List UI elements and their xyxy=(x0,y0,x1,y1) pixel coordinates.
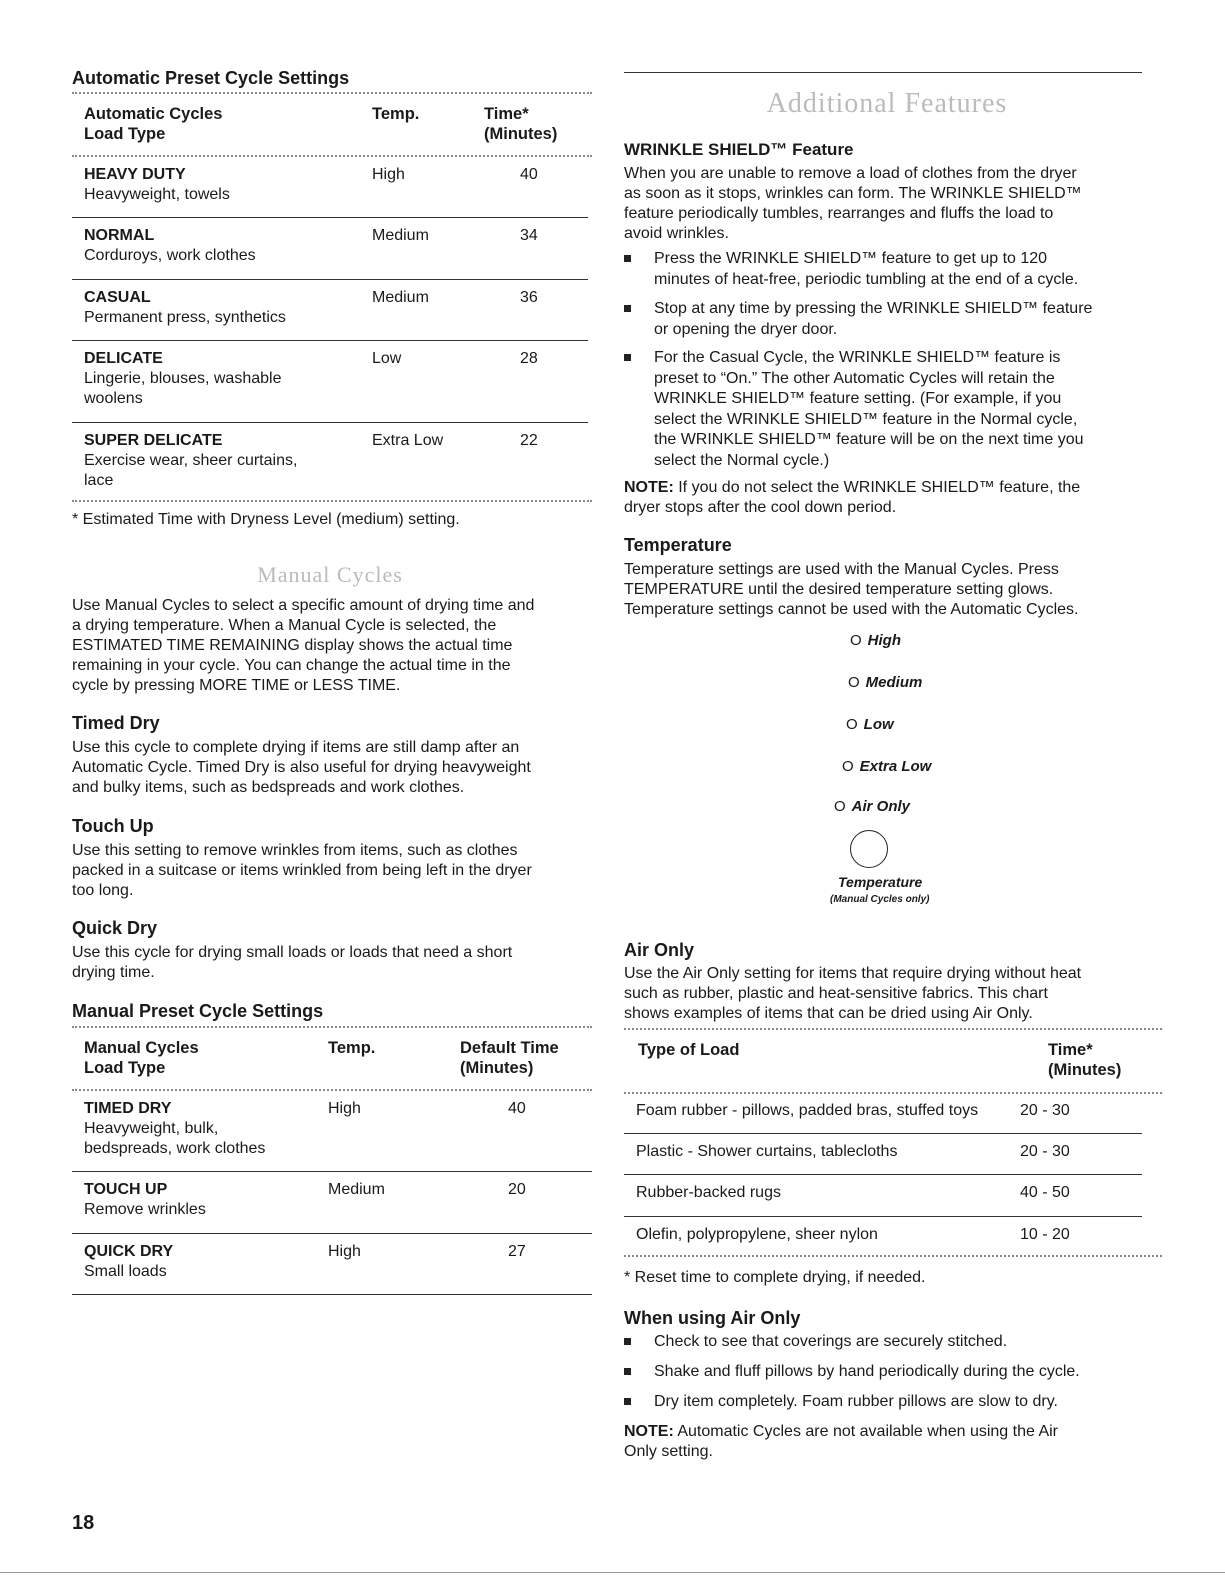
paragraph-line: Use Manual Cycles to select a specific amount of drying time and xyxy=(72,597,535,614)
note-text: If you do not select the WRINKLE SHIELD™ feature, the xyxy=(673,479,1081,496)
cycle-desc: Exercise wear, sheer curtains, xyxy=(84,452,298,469)
page-number: 18 xyxy=(72,1512,95,1534)
quick-dry-title: Quick Dry xyxy=(72,918,158,938)
temperature-title: Temperature xyxy=(624,535,732,555)
cycle-time: 34 xyxy=(520,227,538,244)
paragraph-line: Temperature settings cannot be used with the Automatic Cycles. xyxy=(624,601,1079,618)
manual-header-minutes: (Minutes) xyxy=(460,1059,534,1077)
divider xyxy=(72,1233,592,1234)
cycle-desc: Permanent press, synthetics xyxy=(84,309,286,326)
cycle-temp: High xyxy=(328,1100,361,1117)
cycle-desc: Lingerie, blouses, washable xyxy=(84,370,282,387)
temp-option-high: O High xyxy=(850,632,901,649)
cycle-time: 20 xyxy=(508,1181,526,1198)
paragraph-line: Use this setting to remove wrinkles from items, such as clothes xyxy=(72,842,518,859)
touch-up-title: Touch Up xyxy=(72,816,154,836)
load-time: 10 - 20 xyxy=(1020,1226,1070,1243)
cycle-desc: Heavyweight, bulk, xyxy=(84,1120,219,1137)
paragraph-line: When you are unable to remove a load of clothes from the dryer xyxy=(624,165,1077,182)
air-header-minutes: (Minutes) xyxy=(1048,1061,1122,1079)
cycle-temp: Extra Low xyxy=(372,432,444,449)
bullet-icon xyxy=(624,1338,631,1345)
cycle-desc: Small loads xyxy=(84,1263,167,1280)
paragraph-line: such as rubber, plastic and heat-sensitive fabrics. This chart xyxy=(624,985,1048,1002)
paragraph-line: packed in a suitcase or items wrinkled from being left in the dryer xyxy=(72,862,532,879)
bullet-icon xyxy=(624,305,631,312)
paragraph-line: Temperature settings are used with the Manual Cycles. Press xyxy=(624,561,1059,578)
cycle-time: 27 xyxy=(508,1243,526,1260)
cycle-time: 22 xyxy=(520,432,538,449)
paragraph-line: avoid wrinkles. xyxy=(624,225,729,242)
cycle-name: QUICK DRY xyxy=(84,1243,174,1260)
bullet-line: WRINKLE SHIELD™ feature setting. (For example, if you xyxy=(654,390,1062,407)
cycle-desc: woolens xyxy=(84,390,143,407)
temperature-button-label: Temperature xyxy=(838,874,923,890)
divider xyxy=(72,92,592,96)
temperature-button-icon xyxy=(850,830,888,868)
cycle-temp: High xyxy=(372,166,405,183)
divider xyxy=(624,1133,1142,1134)
cycle-desc: lace xyxy=(84,472,114,489)
cycle-temp: High xyxy=(328,1243,361,1260)
paragraph-line: as soon as it stops, wrinkles can form. The WRINKLE SHIELD™ xyxy=(624,185,1082,202)
bullet-icon xyxy=(624,255,631,262)
temperature-button-sublabel: (Manual Cycles only) xyxy=(830,894,930,905)
wrinkle-shield-title: WRINKLE SHIELD™ Feature xyxy=(624,140,854,159)
load-type: Rubber-backed rugs xyxy=(636,1184,781,1201)
list-item xyxy=(624,348,1084,471)
cycle-time: 28 xyxy=(520,350,538,367)
bullet-line: preset to “On.” The other Automatic Cycles will retain the xyxy=(654,369,1055,387)
cycle-name: DELICATE xyxy=(84,350,163,367)
temp-option-extra-low: O Extra Low xyxy=(842,758,932,775)
divider xyxy=(624,1255,1162,1259)
bullet-icon xyxy=(624,1368,631,1375)
manual-header-time: Default Time xyxy=(460,1039,559,1057)
paragraph-line: ESTIMATED TIME REMAINING display shows the actual time xyxy=(72,637,513,654)
note-text: Automatic Cycles are not available when using the Air xyxy=(673,1423,1058,1440)
using-air-only-title: When using Air Only xyxy=(624,1308,801,1328)
page-bottom-rule xyxy=(0,1572,1225,1573)
indicator-light-icon: O xyxy=(848,674,860,691)
divider xyxy=(624,1092,1162,1096)
note-text: Only setting. xyxy=(624,1443,713,1460)
cycle-temp: Medium xyxy=(328,1181,385,1198)
load-time: 20 - 30 xyxy=(1020,1102,1070,1119)
divider xyxy=(72,1294,592,1295)
note xyxy=(624,478,1080,499)
cycle-desc: Remove wrinkles xyxy=(84,1201,206,1218)
cycle-desc: bedspreads, work clothes xyxy=(84,1140,266,1157)
indicator-light-icon: O xyxy=(842,758,854,775)
indicator-light-icon: O xyxy=(846,716,858,733)
bullet-line: For the Casual Cycle, the WRINKLE SHIELD™ feature is xyxy=(654,349,1061,366)
bullet-line: Press the WRINKLE SHIELD™ feature to get up to 120 xyxy=(654,250,1048,267)
divider xyxy=(624,1174,1142,1175)
air-only-title: Air Only xyxy=(624,940,695,960)
divider xyxy=(72,422,588,423)
cycle-time: 40 xyxy=(520,166,538,183)
manual-preset-title: Manual Preset Cycle Settings xyxy=(72,1001,324,1021)
divider xyxy=(72,279,588,280)
load-time: 20 - 30 xyxy=(1020,1143,1070,1160)
cycle-time: 40 xyxy=(508,1100,526,1117)
auto-header-minutes: (Minutes) xyxy=(484,125,558,143)
list-item xyxy=(624,299,1092,340)
paragraph-line: and bulky items, such as bedspreads and work clothes. xyxy=(72,779,465,796)
divider xyxy=(72,500,592,504)
manual-header-load: Load Type xyxy=(84,1059,166,1077)
note-label: NOTE: xyxy=(624,1423,674,1440)
divider xyxy=(72,1026,592,1030)
cycle-name: HEAVY DUTY xyxy=(84,166,186,183)
paragraph-line: TEMPERATURE until the desired temperature setting glows. xyxy=(624,581,1054,598)
bullet-line: Stop at any time by pressing the WRINKLE SHIELD™ feature xyxy=(654,300,1093,317)
list-item: Dry item completely. Foam rubber pillows are slow to dry. xyxy=(624,1392,1058,1413)
load-type: Foam rubber - pillows, padded bras, stuffed toys xyxy=(636,1102,979,1119)
load-type: Olefin, polypropylene, sheer nylon xyxy=(636,1226,878,1243)
cycle-temp: Low xyxy=(372,350,402,367)
temp-option-medium: O Medium xyxy=(848,674,923,691)
cycle-time: 36 xyxy=(520,289,538,306)
cycle-name: SUPER DELICATE xyxy=(84,432,223,449)
bullet-line: select the Normal cycle.) xyxy=(654,451,830,469)
air-header-load: Type of Load xyxy=(638,1041,740,1059)
paragraph-line: Use the Air Only setting for items that require drying without heat xyxy=(624,965,1082,982)
manual-cycles-title: Manual Cycles xyxy=(257,562,403,587)
auto-header-cycles: Automatic Cycles xyxy=(84,105,223,123)
paragraph-line: drying time. xyxy=(72,964,155,981)
cycle-name: TOUCH UP xyxy=(84,1181,168,1198)
cycle-name: NORMAL xyxy=(84,227,155,244)
cycle-desc: Heavyweight, towels xyxy=(84,186,230,203)
list-item: Check to see that coverings are securely stitched. xyxy=(624,1332,1007,1353)
cycle-name: CASUAL xyxy=(84,289,151,306)
bullet-line: or opening the dryer door. xyxy=(654,320,838,338)
indicator-light-icon: O xyxy=(850,632,862,649)
footnote: * Reset time to complete drying, if needed. xyxy=(624,1269,926,1286)
air-header-time: Time* xyxy=(1048,1041,1093,1059)
list-item: Shake and fluff pillows by hand periodically during the cycle. xyxy=(624,1362,1080,1383)
divider xyxy=(624,1216,1142,1217)
load-type: Plastic - Shower curtains, tablecloths xyxy=(636,1143,898,1160)
paragraph-line: Automatic Cycle. Timed Dry is also useful for drying heavyweight xyxy=(72,759,531,776)
temp-option-low: O Low xyxy=(846,716,894,733)
paragraph-line: too long. xyxy=(72,882,134,899)
divider xyxy=(72,1089,592,1093)
manual-header-temp: Temp. xyxy=(328,1039,376,1057)
bullet-line: minutes of heat-free, periodic tumbling at the end of a cycle. xyxy=(654,270,1079,288)
divider xyxy=(624,1028,1162,1032)
paragraph-line: cycle by pressing MORE TIME or LESS TIME. xyxy=(72,677,401,694)
paragraph-line: a drying temperature. When a Manual Cycle is selected, the xyxy=(72,617,497,634)
paragraph-line: feature periodically tumbles, rearranges and fluffs the load to xyxy=(624,205,1054,222)
list-item xyxy=(624,249,1078,290)
divider xyxy=(72,217,588,218)
cycle-name: TIMED DRY xyxy=(84,1100,172,1117)
cycle-temp: Medium xyxy=(372,289,429,306)
bullet-icon xyxy=(624,1398,631,1405)
auto-preset-title: Automatic Preset Cycle Settings xyxy=(72,68,350,88)
auto-header-load: Load Type xyxy=(84,125,166,143)
paragraph-line: shows examples of items that can be dried using Air Only. xyxy=(624,1005,1033,1022)
timed-dry-title: Timed Dry xyxy=(72,713,160,733)
divider xyxy=(72,1171,592,1172)
auto-header-temp: Temp. xyxy=(372,105,420,123)
divider xyxy=(624,72,1142,73)
cycle-desc: Corduroys, work clothes xyxy=(84,247,256,264)
bullet-line: select the WRINKLE SHIELD™ feature in the Normal cycle, xyxy=(654,410,1078,428)
bullet-icon xyxy=(624,354,631,361)
load-time: 40 - 50 xyxy=(1020,1184,1070,1201)
note-label: NOTE: xyxy=(624,479,674,496)
paragraph-line: Use this cycle to complete drying if items are still damp after an xyxy=(72,739,520,756)
note xyxy=(624,1422,1058,1443)
footnote: * Estimated Time with Dryness Level (medium) setting. xyxy=(72,511,460,528)
divider xyxy=(72,340,588,341)
manual-header-cycles: Manual Cycles xyxy=(84,1039,199,1057)
paragraph-line: Use this cycle for drying small loads or loads that need a short xyxy=(72,944,513,961)
temp-option-air-only: O Air Only xyxy=(834,798,911,815)
indicator-light-icon: O xyxy=(834,798,846,815)
cycle-temp: Medium xyxy=(372,227,429,244)
divider xyxy=(72,155,592,159)
bullet-line: the WRINKLE SHIELD™ feature will be on the next time you xyxy=(654,431,1084,448)
paragraph-line: remaining in your cycle. You can change the actual time in the xyxy=(72,657,511,674)
auto-header-time: Time* xyxy=(484,105,529,123)
additional-features-title: Additional Features xyxy=(766,88,1008,119)
note-text: dryer stops after the cool down period. xyxy=(624,499,897,516)
